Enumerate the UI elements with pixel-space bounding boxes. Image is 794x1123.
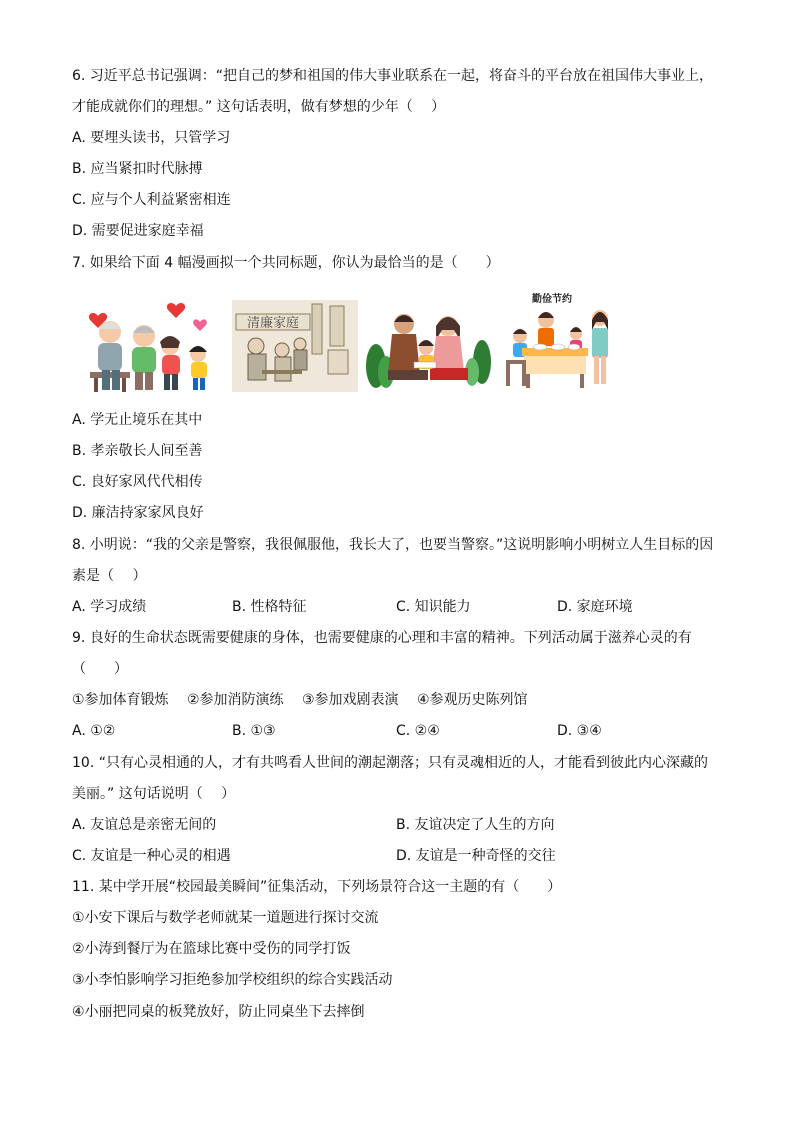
q10-option-b: B. 友谊决定了人生的方向 xyxy=(396,817,555,833)
q7-stem: 7. 如果给下面 4 幅漫画拟一个共同标题，你认为最恰当的是（ ） xyxy=(72,255,500,271)
q11-item-4: ④小丽把同桌的板凳放好，防止同桌坐下去摔倒 xyxy=(72,1004,365,1020)
comic-grandparents-image xyxy=(80,302,222,392)
q6-option-a: A. 要埋头读书，只管学习 xyxy=(72,130,231,146)
q8-stem-line1: 8. 小明说：“我的父亲是警察，我很佩服他，我长大了，也要当警察。”这说明影响小明树立人生目标的因 xyxy=(72,537,714,553)
q9-option-c: C. ②④ xyxy=(396,723,440,739)
clean-family-banner-text: 清廉家庭 xyxy=(246,316,300,331)
q6-option-c: C. 应与个人利益紧密相连 xyxy=(72,192,231,208)
q10-option-c: C. 友谊是一种心灵的相遇 xyxy=(72,848,231,864)
q7-option-d: D. 廉洁持家家风良好 xyxy=(72,505,204,521)
q8-option-a: A. 学习成绩 xyxy=(72,599,147,615)
q9-items: ①参加体育锻炼 ②参加消防演练 ③参加戏剧表演 ④参观历史陈列馆 xyxy=(72,692,528,708)
q7-option-a: A. 学无止境乐在其中 xyxy=(72,412,203,428)
q11-item-1: ①小安下课后与数学老师就某一道题进行探讨交流 xyxy=(72,910,379,926)
q9-option-b: B. ①③ xyxy=(232,723,276,739)
comic-family-reading-image xyxy=(364,300,492,392)
comic-thrift-dinner-image xyxy=(500,290,625,393)
q6-option-d: D. 需要促进家庭幸福 xyxy=(72,223,204,239)
q8-stem-line2: 素是（ ） xyxy=(72,568,147,584)
q6-stem-line1: 6. 习近平总书记强调：“把自己的梦和祖国的伟大事业联系在一起，将奋斗的平台放在祖国伟大事业上， xyxy=(72,68,714,84)
q10-stem-line1: 10. “只有心灵相通的人，才有共鸣看人世间的潮起潮落；只有灵魂相近的人，才能看到彼此内心深藏的 xyxy=(72,755,708,771)
q7-option-c: C. 良好家风代代相传 xyxy=(72,474,203,490)
q9-option-d: D. ③④ xyxy=(557,723,602,739)
q9-option-a: A. ①② xyxy=(72,723,116,739)
q10-option-d: D. 友谊是一种奇怪的交往 xyxy=(396,848,556,864)
q10-option-a: A. 友谊总是亲密无间的 xyxy=(72,817,217,833)
comic-clean-family-image xyxy=(232,300,358,392)
q11-item-2: ②小涛到餐厅为在篮球比赛中受伤的同学打饭 xyxy=(72,941,351,957)
q6-stem-line2: 才能成就你们的理想。” 这句话表明，做有梦想的少年（ ） xyxy=(72,99,446,115)
q6-option-b: B. 应当紧扣时代脉搏 xyxy=(72,161,203,177)
thrift-caption-text: 勤俭节约 xyxy=(532,294,572,305)
q8-option-d: D. 家庭环境 xyxy=(557,599,633,615)
q10-stem-line2: 美丽。” 这句话说明（ ） xyxy=(72,786,236,802)
q11-item-3: ③小李怕影响学习拒绝参加学校组织的综合实践活动 xyxy=(72,972,393,988)
q9-stem-line1: 9. 良好的生命状态既需要健康的身体，也需要健康的心理和丰富的精神。下列活动属于滋养心灵的有 xyxy=(72,630,692,646)
q7-option-b: B. 孝亲敬长人间至善 xyxy=(72,443,203,459)
q9-stem-line2: （ ） xyxy=(72,661,128,677)
q7-comic-strip xyxy=(80,290,625,393)
q11-stem: 11. 某中学开展“校园最美瞬间”征集活动，下列场景符合这一主题的有（ ） xyxy=(72,879,562,895)
q8-option-c: C. 知识能力 xyxy=(396,599,471,615)
q8-option-b: B. 性格特征 xyxy=(232,599,307,615)
